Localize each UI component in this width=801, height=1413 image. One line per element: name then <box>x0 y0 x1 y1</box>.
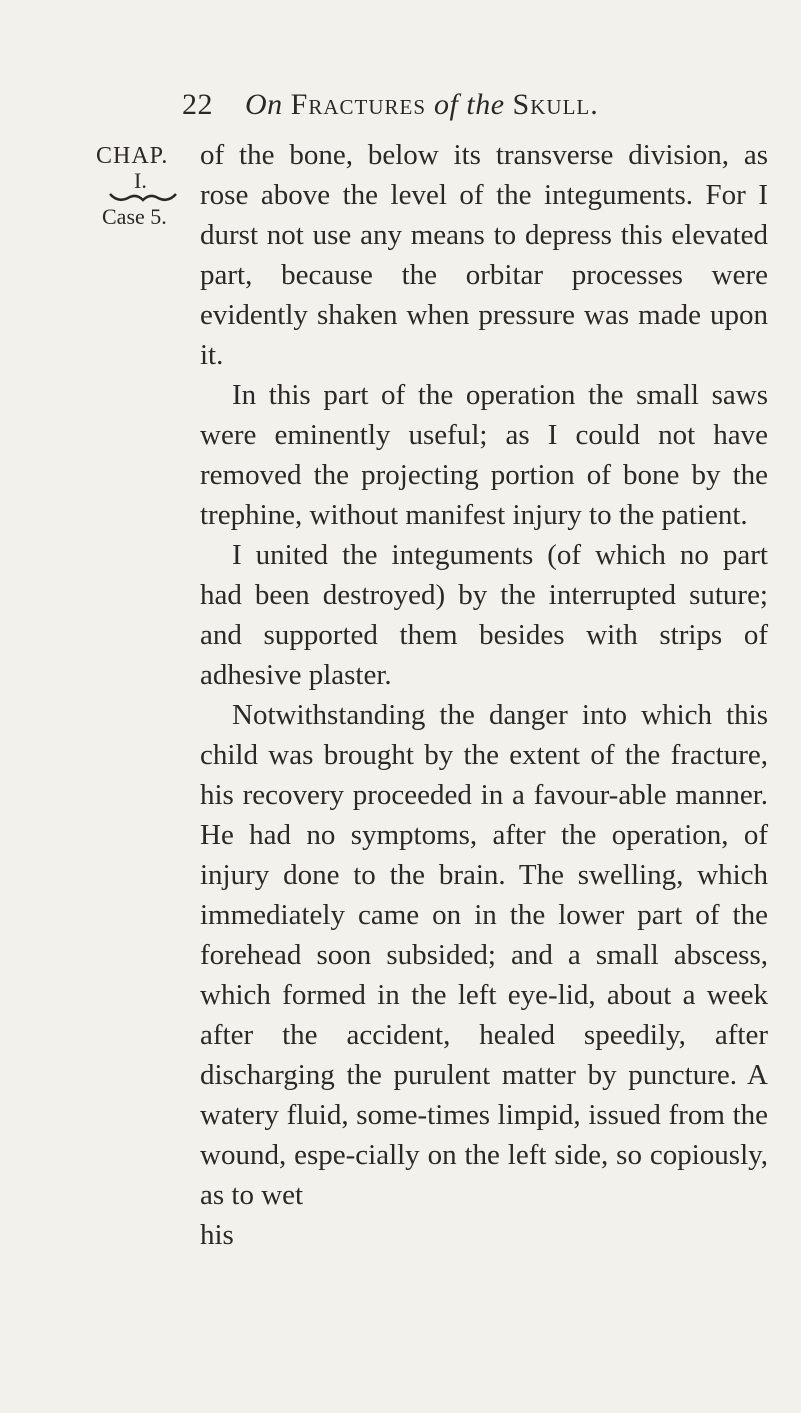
paragraph-saws: In this part of the operation the small saws were eminently useful; as I could not have removed the projecting portion of bone by the trephine, without manifest injury to the patient. <box>200 379 768 531</box>
paragraph-continuation: of the bone, below its transverse division, as rose above the level of the integuments. For I durst not use any means to depress this elevated part, because the orbitar processes were evidently shaken when pressure was made upon it. <box>200 139 768 371</box>
header-word-fractures: Fractures <box>290 88 427 121</box>
catchword: his <box>200 1219 234 1251</box>
header-word-on: On <box>245 88 283 121</box>
swash-ornament-icon <box>108 190 178 204</box>
margin-chap: CHAP. <box>96 143 169 169</box>
page-number: 22 <box>182 88 213 121</box>
paragraph-integuments: I united the integuments (of which no part had been destroyed) by the interrupted suture; and supported them besides with strips of adhesive plaster. <box>200 539 768 691</box>
header-word-of: of <box>434 88 459 121</box>
header-word-the: the <box>466 88 505 121</box>
paragraph-recovery: Notwithstanding the danger into which this child was brought by the extent of the fracture, his recovery proceeded in a favour-able manner. He had no symptoms, after the operation, of injury done to the brain. The swelling, which immediately came on in the lower part of the forehead soon subsided; and a small abscess, which formed in the left eye-lid, about a week after the accident, healed speedily, after discharging the purulent matter by puncture. A watery fluid, some-times limpid, issued from the wound, espe-cially on the left side, so copiously, as to wet <box>200 699 768 1211</box>
page-body <box>200 135 768 1255</box>
header-word-skull: Skull. <box>512 88 599 121</box>
margin-case: Case 5. <box>102 204 167 229</box>
margin-chapter-number: I. <box>134 168 147 193</box>
running-header <box>182 88 782 122</box>
